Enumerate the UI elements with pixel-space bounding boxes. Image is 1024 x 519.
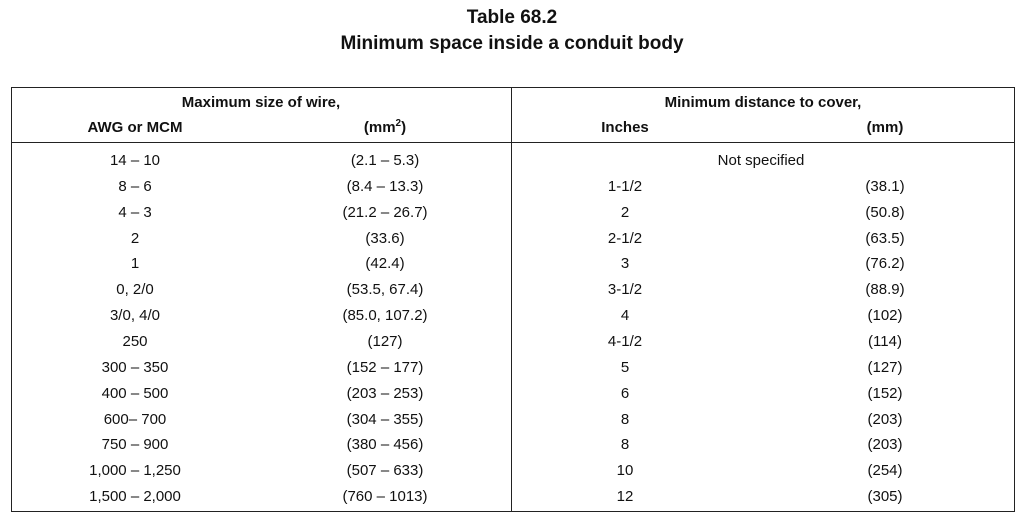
cell-awg: 0, 2/0 bbox=[116, 281, 154, 298]
cell-mm: (152) bbox=[867, 385, 903, 402]
cell-mm: (254) bbox=[867, 462, 903, 479]
cell-inches: 2-1/2 bbox=[607, 230, 643, 247]
cell-inches: 2 bbox=[620, 204, 630, 221]
cell-mm2: (21.2 – 26.7) bbox=[342, 204, 428, 221]
cell-awg: 2 bbox=[130, 230, 140, 247]
cell-awg: 1,500 – 2,000 bbox=[89, 488, 181, 505]
cell-inches: 8 bbox=[620, 411, 630, 428]
cell-mm: (203) bbox=[867, 411, 903, 428]
cell-awg: 250 bbox=[122, 333, 148, 350]
cell-not-specified: Not specified bbox=[717, 152, 805, 169]
header-mm: (mm) bbox=[866, 119, 904, 136]
cell-awg: 400 – 500 bbox=[101, 385, 169, 402]
header-mm2-prefix: (mm bbox=[363, 119, 396, 136]
cell-mm2: (127) bbox=[367, 333, 403, 350]
cell-mm: (38.1) bbox=[865, 178, 905, 195]
cell-mm: (102) bbox=[867, 307, 903, 324]
cell-mm: (127) bbox=[867, 359, 903, 376]
cell-awg: 4 – 3 bbox=[118, 204, 152, 221]
cell-mm: (114) bbox=[868, 333, 902, 350]
cell-mm2: (2.1 – 5.3) bbox=[350, 152, 420, 169]
cell-mm2: (53.5, 67.4) bbox=[346, 281, 424, 298]
header-left-group: Maximum size of wire, bbox=[181, 94, 341, 111]
cell-inches: 10 bbox=[616, 462, 634, 479]
cell-awg: 1 bbox=[130, 255, 140, 272]
cell-mm: (305) bbox=[867, 488, 903, 505]
cell-mm2: (85.0, 107.2) bbox=[342, 307, 428, 324]
cell-mm2: (760 – 1013) bbox=[342, 488, 428, 505]
cell-mm2: (42.4) bbox=[365, 255, 405, 272]
cell-mm2: (8.4 – 13.3) bbox=[346, 178, 424, 195]
cell-inches: 6 bbox=[620, 385, 630, 402]
header-right-group: Minimum distance to cover, bbox=[664, 94, 862, 111]
cell-awg: 3/0, 4/0 bbox=[109, 307, 161, 324]
cell-awg: 600– 700 bbox=[103, 411, 167, 428]
cell-mm2: (203 – 253) bbox=[346, 385, 424, 402]
cell-awg: 300 – 350 bbox=[101, 359, 169, 376]
cell-awg: 14 – 10 bbox=[109, 152, 161, 169]
cell-mm: (88.9) bbox=[865, 281, 905, 298]
cell-mm2: (507 – 633) bbox=[346, 462, 424, 479]
cell-mm2: (304 – 355) bbox=[346, 411, 424, 428]
cell-mm: (50.8) bbox=[865, 204, 905, 221]
cell-inches: 4-1/2 bbox=[607, 333, 643, 350]
cell-inches: 12 bbox=[616, 488, 634, 505]
cell-inches: 3 bbox=[620, 255, 630, 272]
cell-mm2: (33.6) bbox=[365, 230, 405, 247]
cell-mm2: (380 – 456) bbox=[346, 436, 424, 453]
cell-mm2: (152 – 177) bbox=[346, 359, 424, 376]
cell-awg: 1,000 – 1,250 bbox=[89, 462, 181, 479]
column-divider bbox=[511, 87, 512, 512]
cell-mm: (63.5) bbox=[865, 230, 905, 247]
cell-mm: (203) bbox=[867, 436, 903, 453]
cell-inches: 4 bbox=[620, 307, 630, 324]
cell-inches: 5 bbox=[620, 359, 630, 376]
cell-inches: 1-1/2 bbox=[607, 178, 643, 195]
header-mm2 bbox=[310, 119, 460, 137]
table-subtitle: Minimum space inside a conduit body bbox=[340, 33, 684, 54]
cell-inches: 3-1/2 bbox=[607, 281, 643, 298]
header-divider bbox=[11, 142, 1015, 143]
header-mm2-sup: 2 bbox=[395, 118, 402, 129]
cell-awg: 750 – 900 bbox=[101, 436, 169, 453]
cell-awg: 8 – 6 bbox=[118, 178, 152, 195]
cell-inches: 8 bbox=[620, 436, 630, 453]
header-inches: Inches bbox=[601, 119, 649, 136]
table-title: Table 68.2 bbox=[466, 7, 558, 28]
header-mm2-suffix: ) bbox=[401, 119, 407, 136]
header-awg: AWG or MCM bbox=[87, 119, 183, 136]
cell-mm: (76.2) bbox=[865, 255, 905, 272]
